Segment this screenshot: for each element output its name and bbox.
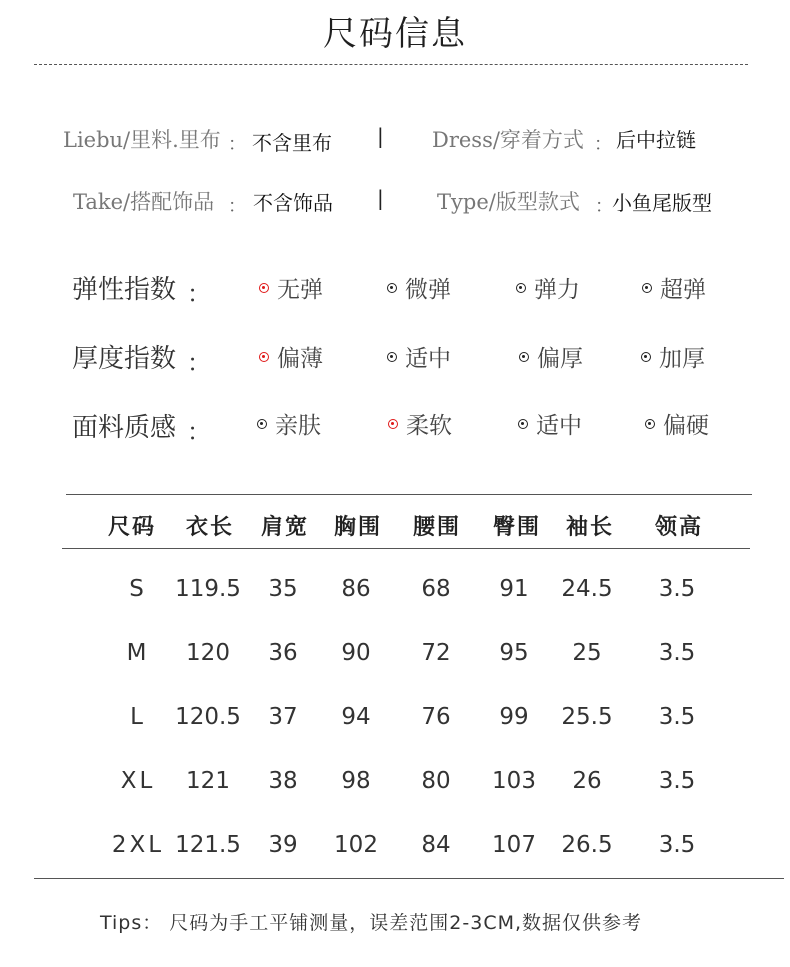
header-size: 尺码 [107,515,156,540]
attr-accessory-label: Take/搭配饰品 [73,190,215,214]
option-no-stretch [259,271,323,304]
table-cell: 98 [341,768,371,794]
table-cell: 80 [421,768,451,794]
table-cell: 90 [341,640,371,666]
table-cell: 99 [499,704,529,730]
radio-icon [516,283,526,293]
attr-separator: | [377,186,384,210]
table-cell: 39 [268,832,298,858]
page-title: 尺码信息 [323,14,467,54]
option-slight-stretch [387,271,451,304]
table-cell: 26 [572,768,602,794]
table-cell: 3.5 [658,704,696,730]
indicator-thickness-label: 厚度指数 [72,344,177,374]
table-cell: 94 [341,704,371,730]
header-collar: 领高 [654,515,703,540]
option-label: 适中 [536,413,582,439]
radio-selected-icon [259,283,269,293]
table-cell: 103 [492,768,536,794]
table-header-rule [62,548,750,549]
option-label: 偏薄 [277,346,323,372]
attr-dress-value: 后中拉链 [616,128,696,152]
option-label: 偏厚 [537,346,583,372]
indicator-texture-label: 面料质感 [72,413,177,443]
radio-selected-icon [388,419,398,429]
attr-dress-label: Dress/穿着方式 [432,128,584,152]
indicator-colon: ： [187,280,211,308]
table-cell-size: XL [120,768,156,794]
option-thin [259,340,323,373]
table-cell: 102 [334,832,378,858]
table-cell: 84 [421,832,451,858]
radio-icon [387,352,397,362]
table-cell-size: L [130,704,146,730]
table-cell: 3.5 [658,768,696,794]
radio-icon [257,419,267,429]
table-cell: 72 [421,640,451,666]
attr-lining-colon: ： [228,134,246,155]
attr-accessory-value: 不含饰品 [253,191,333,215]
attr-dress-colon: ： [594,134,612,155]
table-cell: 25.5 [561,704,613,730]
table-cell: 121 [186,768,230,794]
radio-icon [519,352,529,362]
header-length: 衣长 [185,515,234,540]
attr-separator: | [377,124,384,148]
radio-icon [518,419,528,429]
table-top-rule [66,494,752,495]
table-cell: 120 [186,640,230,666]
option-label: 微弹 [405,277,451,303]
table-cell: 120.5 [175,704,241,730]
table-cell-size: 2XL [111,832,165,858]
option-medium [387,340,451,373]
table-cell: 36 [268,640,298,666]
table-cell: 35 [268,576,298,602]
option-stretch [516,271,580,304]
table-bottom-rule [34,878,784,879]
table-cell-size: S [129,576,147,602]
attr-type-value: 小鱼尾版型 [612,191,712,215]
option-soft [388,407,452,440]
table-cell: 26.5 [561,832,613,858]
attr-lining-value: 不含里布 [252,131,332,155]
option-label: 弹力 [534,277,580,303]
table-cell: 3.5 [658,832,696,858]
option-extra-thick [641,340,705,373]
radio-icon [387,283,397,293]
table-cell: 95 [499,640,529,666]
table-cell: 37 [268,704,298,730]
option-stiff [645,407,709,440]
option-label: 亲肤 [275,413,321,439]
option-super-stretch [642,271,706,304]
radio-icon [642,283,652,293]
table-cell: 25 [572,640,602,666]
header-bust: 胸围 [333,515,382,540]
table-cell: 24.5 [561,576,613,602]
table-cell: 91 [499,576,529,602]
table-cell: 119.5 [175,576,241,602]
attr-accessory-colon: ： [228,196,246,217]
attr-type-colon: ： [595,196,613,217]
title-divider [34,64,748,65]
option-label: 柔软 [406,413,452,439]
option-label: 偏硬 [663,413,709,439]
attr-lining-label: Liebu/里料.里布 [63,128,221,152]
table-cell: 107 [492,832,536,858]
option-skin-friendly [257,407,321,440]
option-label: 无弹 [277,277,323,303]
indicator-elasticity-label: 弹性指数 [72,275,177,305]
indicator-colon: ： [187,349,211,377]
option-label: 超弹 [660,277,706,303]
header-hip: 臀围 [492,515,541,540]
table-cell: 121.5 [175,832,241,858]
table-cell: 38 [268,768,298,794]
radio-icon [641,352,651,362]
header-sleeve: 袖长 [565,515,614,540]
option-label: 加厚 [659,346,705,372]
attr-type-label: Type/版型款式 [437,190,580,214]
tips-note: Tips： 尺码为手工平铺测量，误差范围2-3CM,数据仅供参考 [100,912,643,934]
option-moderate [518,407,582,440]
table-cell: 3.5 [658,640,696,666]
table-cell: 68 [421,576,451,602]
indicator-colon: ： [187,418,211,446]
header-waist: 腰围 [412,515,461,540]
option-label: 适中 [405,346,451,372]
header-shoulder: 肩宽 [260,515,309,540]
table-cell-size: M [126,640,150,666]
table-cell: 3.5 [658,576,696,602]
option-thick [519,340,583,373]
table-cell: 76 [421,704,451,730]
radio-selected-icon [259,352,269,362]
radio-icon [645,419,655,429]
table-cell: 86 [341,576,371,602]
